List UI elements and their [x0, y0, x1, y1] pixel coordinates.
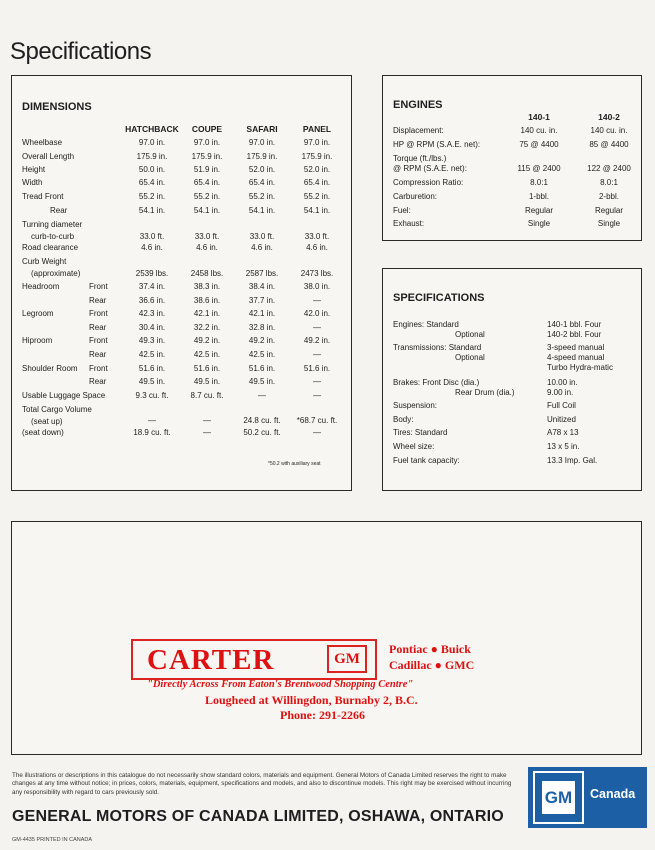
legal-disclaimer: The illustrations or descriptions in this catalogue do not necessarily show standard colors, materials and equipment. General Motors of Canada Limited reserves the right to make changes at any time without notice; in prices, colors, materials, equipment, specifications and models, and also to discontinue models. This right may be exercised without incurring any responsibility with regard to cars previously sold.	[12, 772, 512, 796]
dimension-value: 42.1 in.	[193, 309, 221, 318]
gm-logo-icon	[533, 771, 584, 824]
engine-column-header: 140-1	[528, 112, 550, 122]
dimension-value: 49.5 in.	[138, 377, 166, 386]
engine-value: Regular	[594, 206, 623, 215]
dimension-row-label: Usable Luggage Space	[22, 391, 106, 400]
dimension-value: 175.9 in.	[136, 152, 168, 161]
dimension-value: 38.0 in.	[303, 282, 331, 291]
dealer-phone: Phone: 291-2266	[280, 708, 365, 722]
dimension-value: 32.8 in.	[248, 323, 276, 332]
dimension-value: 97.0 in.	[193, 138, 221, 147]
dimension-row-position: Rear	[89, 350, 107, 359]
dimension-row-sublabel: (approximate)	[31, 269, 81, 278]
dimensions-column-header: COUPE	[191, 124, 223, 134]
dimension-value: 52.0 in.	[303, 165, 331, 174]
spec-row-label: Body:	[393, 415, 414, 424]
dimension-row-label: Hiproom	[22, 336, 53, 345]
engine-value: 85 @ 4400	[589, 140, 629, 149]
dimension-value: 51.9 in.	[193, 165, 221, 174]
gm-logo-text: GM	[542, 781, 575, 814]
dimension-value: *68.7 cu. ft.	[296, 416, 338, 425]
dimension-row-label: Turning diameter	[22, 220, 83, 229]
dimension-row-position: Front	[89, 282, 108, 291]
dimension-value: 49.3 in.	[138, 336, 166, 345]
engine-value: 75 @ 4400	[519, 140, 559, 149]
dimension-value: 97.0 in.	[248, 138, 276, 147]
spec-value: 10.00 in.	[547, 378, 578, 387]
page-title: Specifications	[10, 38, 152, 65]
spec-value: 4-speed manual	[547, 353, 605, 362]
dimension-value: 42.5 in.	[138, 350, 166, 359]
dealer-tagline: "Directly Across From Eaton's Brentwood Shopping Centre"	[147, 679, 414, 690]
dimension-value: 33.0 ft.	[194, 232, 220, 241]
spec-row-label: Transmissions: Standard	[393, 343, 482, 352]
engines-heading: ENGINES	[393, 99, 443, 111]
dimension-value: 2539 lbs.	[135, 269, 169, 278]
spec-value: 140-2 bbl. Four	[547, 330, 602, 339]
engine-value: Single	[527, 219, 551, 228]
dimension-value: 4.6 in.	[141, 243, 163, 252]
dimension-value: 42.5 in.	[193, 350, 221, 359]
dimension-value: 49.2 in.	[248, 336, 276, 345]
dimension-value: 30.4 in.	[138, 323, 166, 332]
dimension-row-label: Width	[22, 178, 43, 187]
dimension-value: 97.0 in.	[138, 138, 166, 147]
spec-row-label: Engines: Standard	[393, 320, 459, 329]
dimension-value: 51.6 in.	[138, 364, 166, 373]
dimensions-heading: DIMENSIONS	[22, 101, 92, 113]
catalogue-code: GM-4435 PRINTED IN CANADA	[12, 837, 93, 843]
engine-row-label: Displacement:	[393, 126, 444, 135]
dimension-row-label: Total Cargo Volume	[22, 405, 92, 414]
engine-value: 140 cu. in.	[520, 126, 558, 135]
dimension-value: 65.4 in.	[193, 178, 221, 187]
dimension-row-position: Front	[89, 364, 108, 373]
engine-row-label: Fuel:	[393, 206, 411, 215]
dimension-value: 38.3 in.	[193, 282, 221, 291]
spec-row-label: Fuel tank capacity:	[393, 456, 460, 465]
dimension-value: 4.6 in.	[251, 243, 273, 252]
engine-row-sublabel: @ RPM (S.A.E. net):	[393, 164, 467, 173]
dimension-value: 4.6 in.	[306, 243, 328, 252]
engine-value: 8.0:1	[530, 178, 548, 187]
dealer-name: CARTER	[147, 644, 275, 676]
dimension-row-position: Rear	[89, 296, 107, 305]
engine-value: 2-bbl.	[598, 192, 619, 201]
dimension-value: —	[313, 323, 321, 332]
dimension-value: 65.4 in.	[138, 178, 166, 187]
spec-value: 13.3 Imp. Gal.	[547, 456, 598, 465]
company-name: GENERAL MOTORS OF CANADA LIMITED, OSHAWA, ONTARIO	[12, 808, 504, 825]
engine-row-label: Torque (ft./lbs.)	[393, 154, 447, 163]
engine-value: 140 cu. in.	[590, 126, 628, 135]
dimensions-footnote: *50.2 with auxiliary seat	[268, 461, 321, 467]
dimension-row-label: Headroom	[22, 282, 60, 291]
dimension-value: 42.0 in.	[303, 309, 331, 318]
dimension-value: 38.6 in.	[193, 296, 221, 305]
dimension-value: 51.6 in.	[193, 364, 221, 373]
engine-value: 8.0:1	[600, 178, 618, 187]
spec-row-label: Wheel size:	[393, 442, 435, 451]
dimension-value: 49.2 in.	[193, 336, 221, 345]
dimension-value: 42.3 in.	[138, 309, 166, 318]
dimension-value: 175.9 in.	[301, 152, 333, 161]
spec-value: Turbo Hydra-matic	[547, 363, 613, 372]
logo-country-text: Canada	[590, 787, 636, 801]
spec-row-label: Tires: Standard	[393, 428, 448, 437]
dimension-value: 9.3 cu. ft.	[135, 391, 169, 400]
dimension-row-sublabel: curb-to-curb	[31, 232, 75, 241]
spec-value: 9.00 in.	[547, 388, 574, 397]
spec-row-sublabel: Rear Drum (dia.)	[455, 388, 515, 397]
spec-value: 140-1 bbl. Four	[547, 320, 602, 329]
dealer-gm-badge: GM	[327, 645, 367, 673]
spec-row-sublabel: Optional	[455, 353, 485, 362]
dimension-value: 42.5 in.	[248, 350, 276, 359]
dealer-address: Lougheed at Willingdon, Burnaby 2, B.C.	[205, 693, 418, 707]
dimension-value: 55.2 in.	[248, 192, 276, 201]
dimension-value: 175.9 in.	[246, 152, 278, 161]
engine-row-label: HP @ RPM (S.A.E. net):	[393, 140, 481, 149]
dimension-value: —	[313, 377, 321, 386]
dimension-value: 55.2 in.	[138, 192, 166, 201]
dimension-row-position: Front	[89, 309, 108, 318]
dimension-value: 65.4 in.	[303, 178, 331, 187]
dimension-value: —	[313, 296, 321, 305]
dimensions-column-header: PANEL	[302, 124, 332, 134]
dimension-value: —	[313, 350, 321, 359]
spec-row-label: Brakes: Front Disc (dia.)	[393, 378, 480, 387]
dimension-row-label: Legroom	[22, 309, 54, 318]
dimension-value: 4.6 in.	[196, 243, 218, 252]
spec-value: Full Coil	[547, 401, 576, 410]
dimension-value: —	[313, 428, 321, 437]
dimension-value: 49.2 in.	[303, 336, 331, 345]
dimension-value: —	[203, 416, 211, 425]
dimension-value: 55.2 in.	[303, 192, 331, 201]
spec-value: A78 x 13	[547, 428, 579, 437]
dimension-value: 49.5 in.	[248, 377, 276, 386]
dimension-row-position: Front	[89, 336, 108, 345]
dimension-value: 36.6 in.	[138, 296, 166, 305]
dimension-value: 8.7 cu. ft.	[190, 391, 224, 400]
engine-row-label: Compression Ratio:	[393, 178, 464, 187]
dimensions-column-header: HATCHBACK	[125, 124, 179, 134]
dimension-value: 2473 lbs.	[300, 269, 334, 278]
engine-value: 115 @ 2400	[517, 164, 561, 173]
dimensions-column-header: SAFARI	[246, 124, 278, 134]
dimension-value: —	[203, 428, 211, 437]
dimension-value: 50.2 cu. ft.	[243, 428, 281, 437]
dimension-row-label: Road clearance	[22, 243, 79, 252]
dimension-row-label: (seat down)	[22, 428, 64, 437]
dealer-brands-line1: Pontiac ● Buick	[389, 642, 471, 656]
dimension-row-label: Overall Length	[22, 152, 75, 161]
dimension-value: 38.4 in.	[248, 282, 276, 291]
dimension-row-label: Wheelbase	[22, 138, 63, 147]
engine-row-label: Exhaust:	[393, 219, 425, 228]
dimension-value: 49.5 in.	[193, 377, 221, 386]
engine-row-label: Carburetion:	[393, 192, 438, 201]
dimension-value: 54.1 in.	[248, 206, 276, 215]
spec-row-label: Suspension:	[393, 401, 438, 410]
dimension-value: 2587 lbs.	[245, 269, 279, 278]
dimension-value: 33.0 ft.	[249, 232, 275, 241]
dimension-value: 97.0 in.	[303, 138, 331, 147]
engine-value: Single	[597, 219, 621, 228]
dimension-value: 51.6 in.	[303, 364, 331, 373]
dimension-value: 54.1 in.	[138, 206, 166, 215]
spec-value: Unitized	[547, 415, 576, 424]
engine-value: Regular	[524, 206, 553, 215]
dimension-value: 37.4 in.	[138, 282, 166, 291]
dimension-value: 33.0 ft.	[139, 232, 165, 241]
engine-value: 1-bbl.	[528, 192, 549, 201]
dimension-value: 54.1 in.	[303, 206, 331, 215]
dimension-value: 65.4 in.	[248, 178, 276, 187]
spec-value: 3-speed manual	[547, 343, 605, 352]
dimension-value: 52.0 in.	[248, 165, 276, 174]
dimension-row-position: Rear	[89, 323, 107, 332]
dimension-value: —	[148, 416, 156, 425]
dimension-value: —	[313, 391, 321, 400]
spec-row-sublabel: Optional	[455, 330, 485, 339]
dimension-row-label: Tread Front	[22, 192, 64, 201]
engine-value: 122 @ 2400	[587, 164, 631, 173]
dimension-value: 33.0 ft.	[304, 232, 330, 241]
dimension-value: 55.2 in.	[193, 192, 221, 201]
dimension-value: 32.2 in.	[193, 323, 221, 332]
dimension-value: 24.8 cu. ft.	[243, 416, 281, 425]
dimension-value: 175.9 in.	[191, 152, 223, 161]
dimension-value: 18.9 cu. ft.	[133, 428, 171, 437]
dimension-row-label: Shoulder Room	[22, 364, 78, 373]
dimension-value: —	[258, 391, 266, 400]
specifications-heading: SPECIFICATIONS	[393, 292, 485, 304]
spec-value: 13 x 5 in.	[547, 442, 580, 451]
dimension-row-label: Height	[22, 165, 46, 174]
dimension-value: 37.7 in.	[248, 296, 276, 305]
dimension-row-label: Curb Weight	[22, 257, 67, 266]
engine-column-header: 140-2	[598, 112, 620, 122]
dimension-row-position: Rear	[50, 206, 68, 215]
dimension-value: 51.6 in.	[248, 364, 276, 373]
dimension-value: 2458 lbs.	[190, 269, 224, 278]
dealer-brands-line2: Cadillac ● GMC	[389, 658, 475, 672]
dimension-row-sublabel: (seat up)	[31, 417, 63, 426]
dimension-row-position: Rear	[89, 377, 107, 386]
dimension-value: 50.0 in.	[138, 165, 166, 174]
dimension-value: 54.1 in.	[193, 206, 221, 215]
dimension-value: 42.1 in.	[248, 309, 276, 318]
